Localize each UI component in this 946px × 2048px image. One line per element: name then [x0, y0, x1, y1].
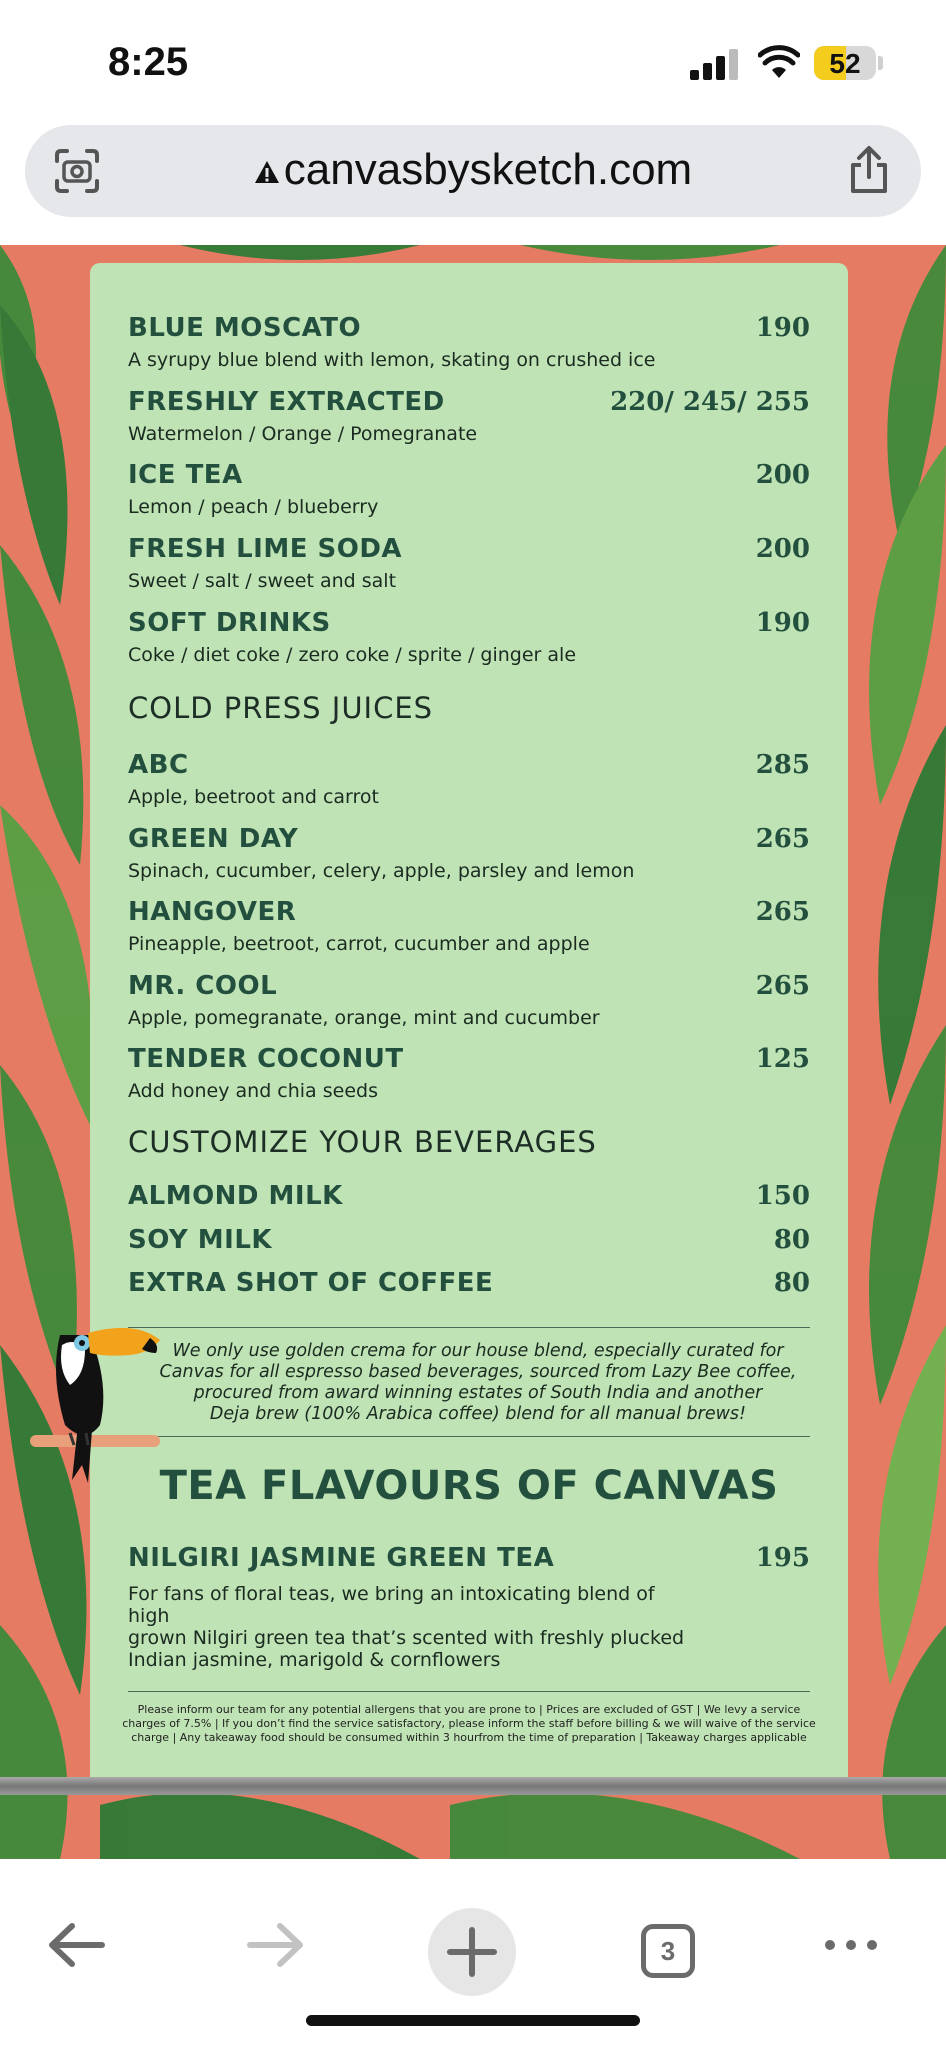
url-text[interactable]: canvasbysketch.com	[283, 145, 693, 194]
menu-item	[128, 313, 810, 371]
item-description: Pineapple, beetroot, carrot, cucumber and apple	[128, 933, 590, 955]
item-price: 125	[755, 1044, 810, 1074]
section-title-cold-press: COLD PRESS JUICES	[128, 691, 434, 725]
share-icon[interactable]	[845, 145, 893, 197]
item-price: 285	[755, 750, 810, 780]
cellular-signal-icon	[690, 48, 740, 80]
item-name: SOFT DRINKS	[128, 608, 331, 638]
item-description: Spinach, cucumber, celery, apple, parsley and lemon	[128, 860, 635, 882]
item-description: Lemon / peach / blueberry	[128, 496, 379, 518]
item-price: 190	[755, 313, 810, 343]
item-description: Apple, beetroot and carrot	[128, 786, 380, 808]
forward-arrow-icon[interactable]	[240, 1910, 310, 1980]
menu-item	[128, 971, 810, 1029]
battery-tip	[878, 56, 883, 70]
toucan-illustration	[30, 1305, 170, 1495]
new-tab-button[interactable]	[428, 1908, 516, 1996]
item-description	[128, 1583, 688, 1671]
back-arrow-icon[interactable]	[42, 1910, 112, 1980]
more-options-icon[interactable]	[816, 1910, 886, 1980]
item-name: FRESH LIME SODA	[128, 534, 403, 564]
footer-line: Please inform our team for any potential allergens that you are prone to | Prices are excluded of GST | We levy a service	[137, 1703, 801, 1716]
divider	[128, 1436, 810, 1437]
item-name: SOY MILK	[128, 1225, 273, 1255]
item-price: 265	[755, 971, 810, 1001]
footer-disclaimer	[112, 1703, 826, 1745]
note-line: Deja brew (100% Arabica coffee) blend for all manual brews!	[209, 1404, 747, 1424]
menu-item	[128, 1268, 810, 1298]
menu-item	[128, 1044, 810, 1102]
menu-item	[128, 824, 810, 882]
item-price: 80	[773, 1225, 810, 1255]
coffee-note	[150, 1341, 806, 1425]
menu-item	[128, 1543, 810, 1671]
menu-item	[128, 750, 810, 808]
wifi-icon	[758, 44, 800, 80]
item-name: NILGIRI JASMINE GREEN TEA	[128, 1543, 555, 1573]
item-name: FRESHLY EXTRACTED	[128, 387, 445, 417]
menu-item	[128, 1225, 810, 1255]
menu-item	[128, 460, 810, 518]
item-description: Apple, pomegranate, orange, mint and cucumber	[128, 1007, 600, 1029]
note-line: Canvas for all espresso based beverages, sourced from Lazy Bee coffee,	[159, 1362, 797, 1382]
item-price: 195	[755, 1543, 810, 1573]
item-price: 150	[755, 1181, 810, 1211]
note-line: procured from award winning estates of South India and another	[193, 1383, 763, 1403]
item-description: Coke / diet coke / zero coke / sprite / ginger ale	[128, 644, 577, 666]
desc-line: Indian jasmine, marigold & cornflowers	[128, 1649, 501, 1671]
desc-line: grown Nilgiri green tea that’s scented with freshly plucked	[128, 1627, 685, 1649]
item-description: Watermelon / Orange / Pomegranate	[128, 423, 478, 445]
item-name: TENDER COCONUT	[128, 1044, 404, 1074]
item-price: 265	[755, 824, 810, 854]
address-bar[interactable]	[25, 125, 921, 217]
item-price: 200	[755, 460, 810, 490]
item-description: Sweet / salt / sweet and salt	[128, 570, 397, 592]
battery-level: 52	[829, 48, 861, 79]
desc-line: For fans of floral teas, we bring an intoxicating blend of high	[128, 1583, 655, 1627]
home-indicator[interactable]	[306, 2015, 640, 2026]
item-name: ALMOND MILK	[128, 1181, 343, 1211]
item-description: Add honey and chia seeds	[128, 1080, 378, 1102]
item-description: A syrupy blue blend with lemon, skating on crushed ice	[128, 349, 656, 371]
item-name: EXTRA SHOT OF COFFEE	[128, 1268, 494, 1298]
footer-line: charge | Any takeaway food should be consumed within 3 hourfrom the time of preparation | Takeaway charges applicable	[131, 1731, 807, 1744]
menu-item	[128, 608, 810, 666]
note-line: We only use golden crema for our house blend, especially curated for	[172, 1341, 784, 1361]
item-name: GREEN DAY	[128, 824, 299, 854]
tab-switcher-button[interactable]: 3	[641, 1924, 695, 1978]
item-name: BLUE MOSCATO	[128, 313, 362, 343]
item-name: ABC	[128, 750, 189, 780]
plus-icon	[428, 1908, 516, 1996]
clock-time: 8:25	[108, 40, 189, 84]
status-bar	[0, 0, 946, 120]
menu-card	[90, 263, 848, 1783]
divider	[128, 1327, 810, 1328]
menu-item	[128, 1181, 810, 1211]
tea-section-title: TEA FLAVOURS OF CANVAS	[159, 1463, 779, 1509]
warning-icon	[254, 159, 280, 185]
menu-item	[128, 897, 810, 955]
item-price: 265	[755, 897, 810, 927]
section-title-customize: CUSTOMIZE YOUR BEVERAGES	[128, 1125, 597, 1159]
item-price: 80	[773, 1268, 810, 1298]
item-name: HANGOVER	[128, 897, 297, 927]
page-divider	[0, 1777, 946, 1795]
footer-line: charges of 7.5% | If you don’t find the service satisfactory, please inform the staff before billing & we will waive of the service	[122, 1717, 816, 1730]
item-price: 200	[755, 534, 810, 564]
item-name: MR. COOL	[128, 971, 278, 1001]
divider	[128, 1691, 810, 1692]
web-page-content[interactable]	[0, 245, 946, 1859]
menu-item	[128, 534, 810, 592]
item-price: 220/ 245/ 255	[610, 387, 810, 417]
battery-icon	[814, 46, 876, 80]
url-text-container[interactable]	[25, 145, 921, 195]
item-name: ICE TEA	[128, 460, 243, 490]
item-price: 190	[755, 608, 810, 638]
menu-item	[128, 387, 810, 445]
